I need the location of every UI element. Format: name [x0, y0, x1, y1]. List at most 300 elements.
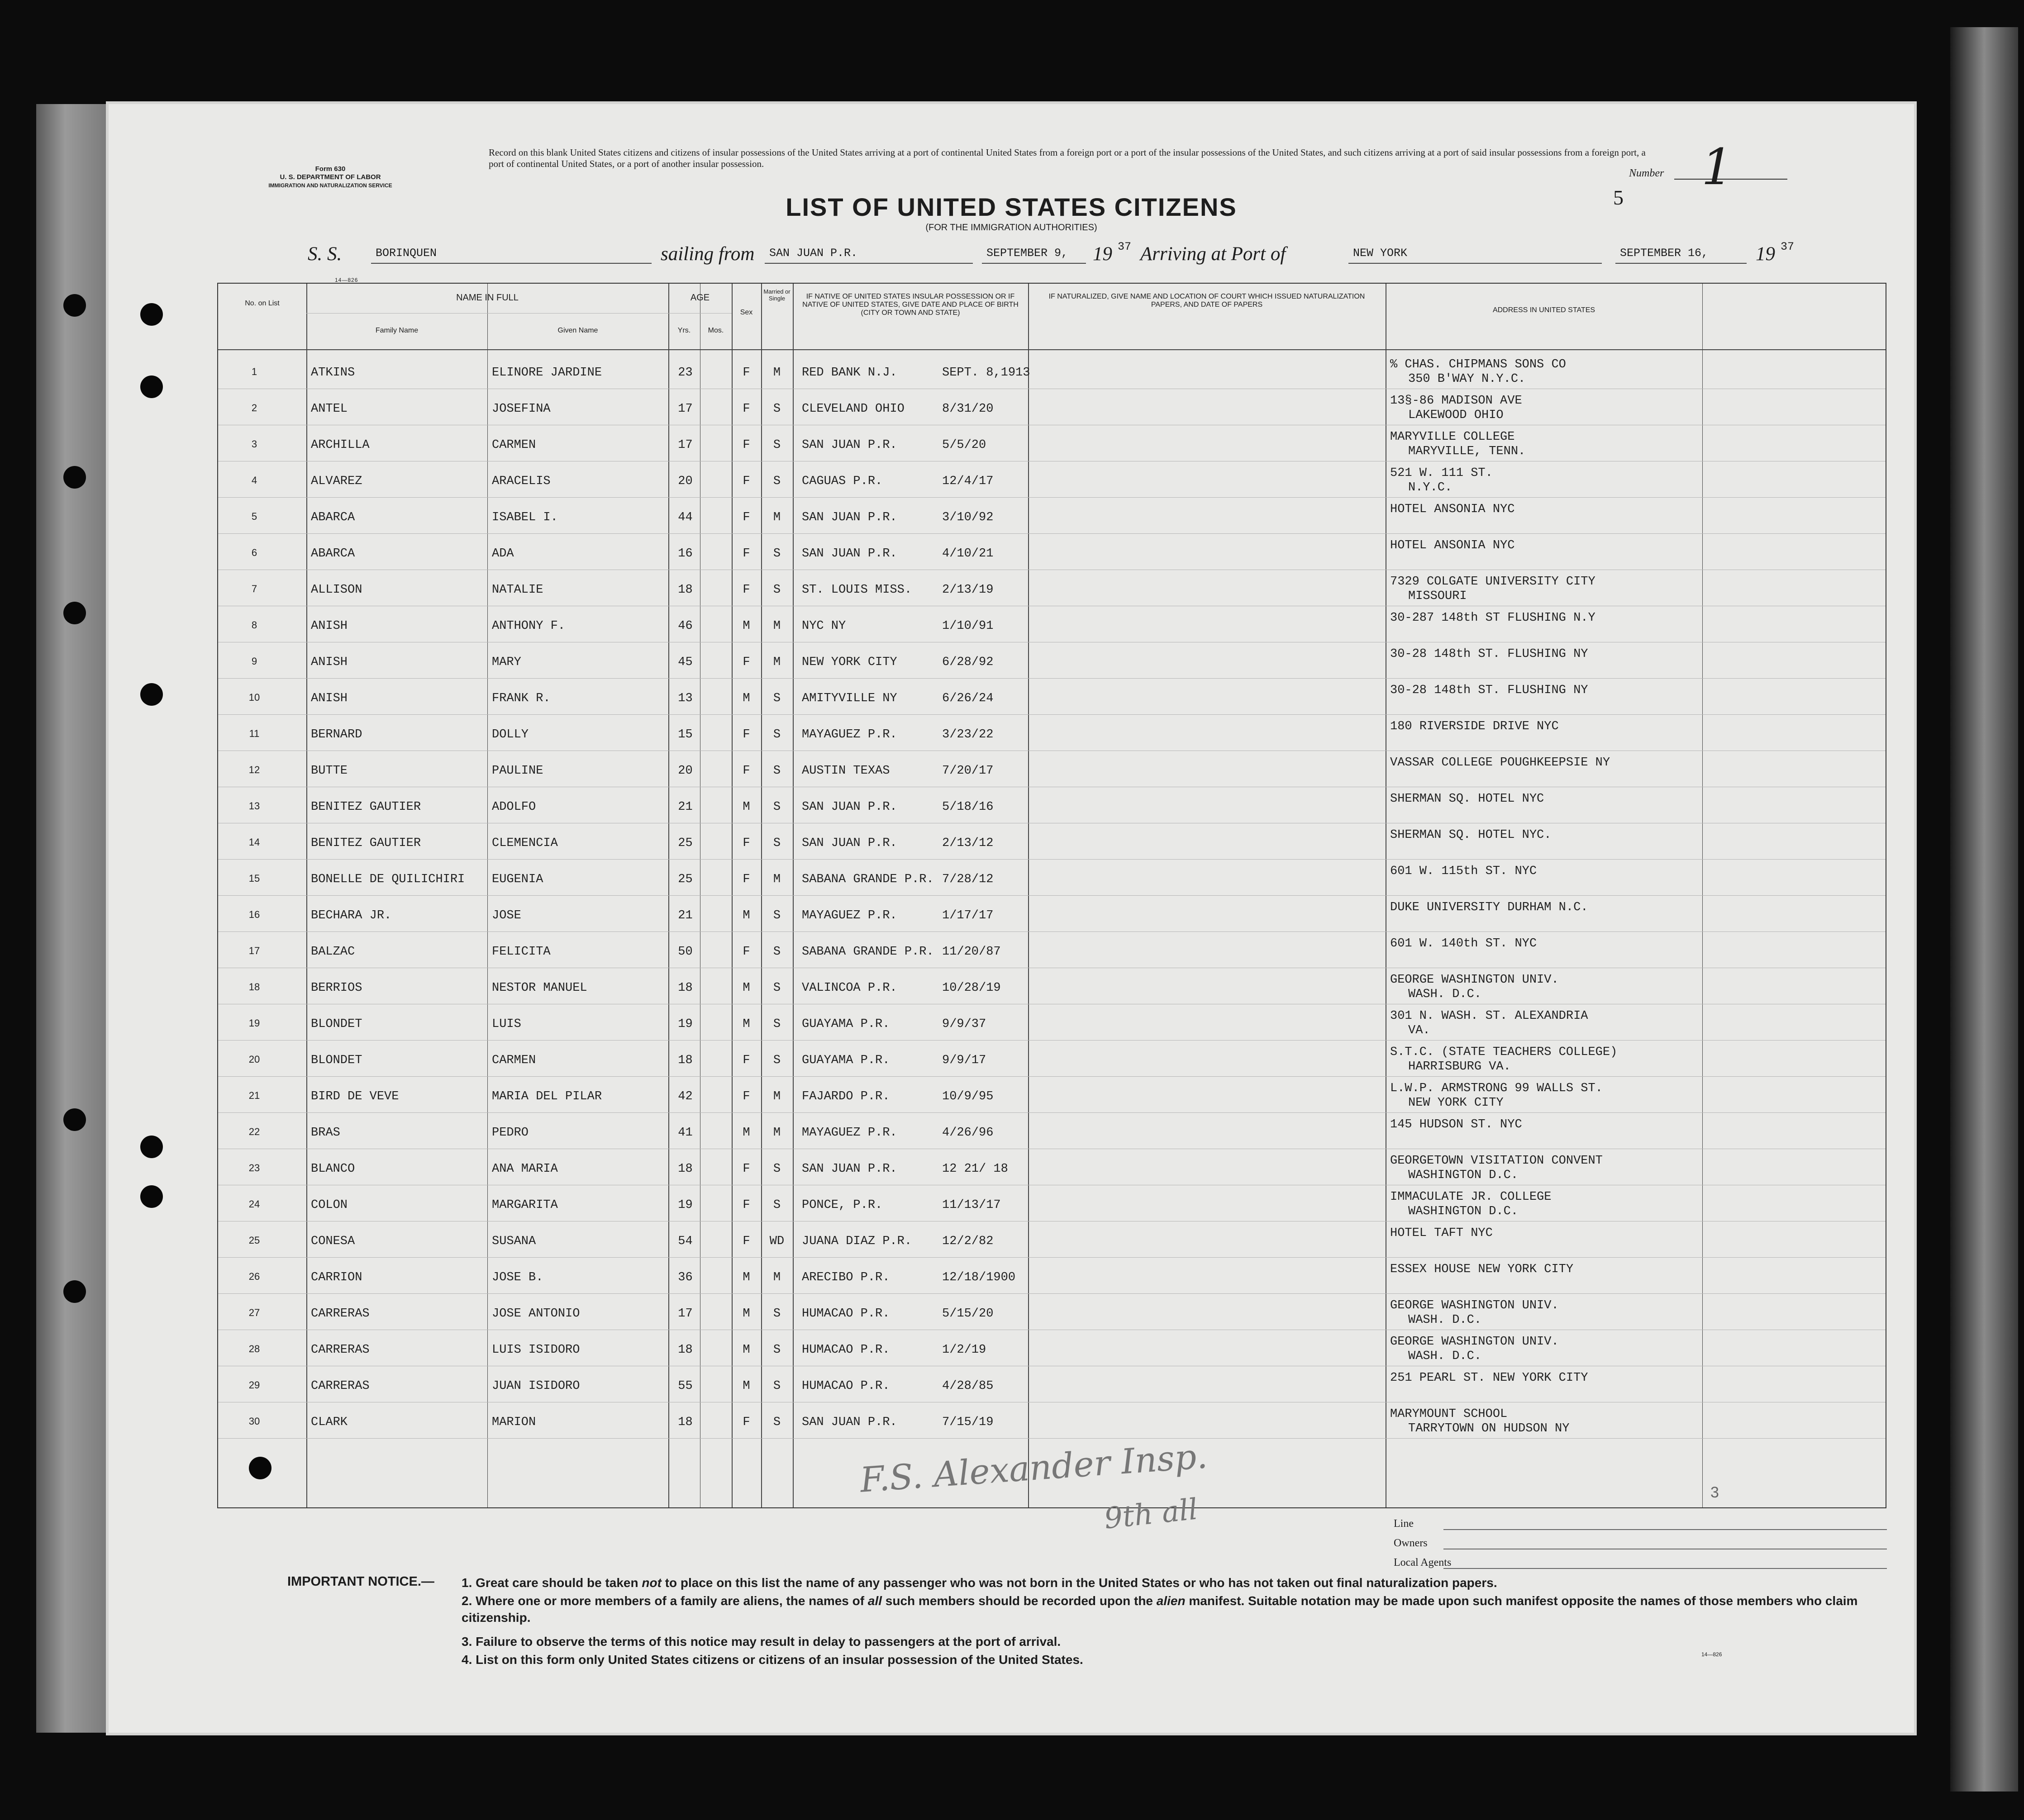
address-line-2: MISSOURI [1408, 589, 1467, 603]
notice-item-3 [462, 1633, 1887, 1650]
handwritten-note: 9th all [1102, 1492, 1200, 1536]
birth-place: SAN JUAN P.R. [802, 438, 897, 452]
row-divider [218, 1040, 1886, 1041]
notice-item-1 [462, 1574, 1887, 1591]
age-years: 46 [678, 619, 693, 633]
address-line-1: 301 N. WASH. ST. ALEXANDRIA [1390, 1009, 1588, 1023]
birth-place: MAYAGUEZ P.R. [802, 728, 897, 741]
birth-date: 3/23/22 [942, 728, 994, 741]
row-number: 24 [248, 1198, 260, 1210]
number-value: 1 [1701, 138, 1733, 196]
punch-hole [140, 1185, 163, 1208]
birth-place: SAN JUAN P.R. [802, 1162, 897, 1176]
row-number: 19 [248, 1017, 260, 1029]
punch-hole [140, 683, 163, 706]
birth-place: SABANA GRANDE P.R. [802, 945, 934, 959]
notice-title: IMPORTANT NOTICE.— [287, 1574, 434, 1589]
header-birth: IF NATIVE OF UNITED STATES INSULAR POSSESSION OR IF NATIVE OF UNITED STATES, GIVE DATE AND PLACE OF BIRTH (CITY OR TOWN AND STATE) [802, 293, 1019, 317]
row-number: 28 [248, 1343, 260, 1354]
marital-status: S [773, 1017, 781, 1031]
row-divider [218, 678, 1886, 679]
marital-status: S [773, 1379, 781, 1393]
header-mos: Mos. [708, 327, 724, 334]
departure-year: 37 [1118, 240, 1132, 253]
family-name: ARCHILLA [311, 438, 370, 452]
row-number: 10 [248, 692, 260, 703]
owners-label: Owners [1394, 1537, 1428, 1549]
row-number: 29 [248, 1379, 260, 1391]
given-name: CARMEN [492, 1054, 536, 1067]
family-name: CARRION [311, 1271, 362, 1284]
age-years: 55 [678, 1379, 693, 1393]
birth-place: NYC NY [802, 619, 846, 633]
arrival-date-underline [1615, 263, 1747, 264]
family-name: ANISH [311, 692, 348, 705]
age-years: 16 [678, 547, 693, 561]
address-line-1: 30-28 148th ST. FLUSHING NY [1390, 647, 1588, 661]
age-years: 13 [678, 692, 693, 705]
birth-date: 4/10/21 [942, 547, 994, 561]
address-line-1: HOTEL TAFT NYC [1390, 1226, 1493, 1240]
notice-text: such members should be recorded upon the [882, 1594, 1157, 1608]
address-line-1: 13§-86 MADISON AVE [1390, 394, 1522, 408]
row-number: 30 [248, 1416, 260, 1427]
departure-port: SAN JUAN P.R. [769, 247, 858, 260]
row-number: 1 [251, 366, 257, 377]
given-name: MARY [492, 656, 521, 669]
page-mark: 3 [1710, 1484, 1719, 1501]
row-number: 14 [248, 836, 260, 848]
sex: M [743, 1271, 750, 1284]
given-name: LUIS ISIDORO [492, 1343, 580, 1357]
given-name: PAULINE [492, 764, 543, 778]
birth-date: 7/28/12 [942, 873, 994, 886]
line-underline [1443, 1529, 1887, 1530]
page-title: LIST OF UNITED STATES CITIZENS [786, 193, 1237, 221]
notice-number: 4. [462, 1653, 472, 1667]
arrival-underline [1348, 263, 1602, 264]
marital-status: M [773, 1271, 781, 1284]
birth-date: 7/20/17 [942, 764, 994, 778]
given-name: CLEMENCIA [492, 836, 558, 850]
age-years: 44 [678, 511, 693, 524]
form-identifier [244, 165, 416, 190]
address-line-1: 145 HUDSON ST. NYC [1390, 1118, 1522, 1131]
sex: F [743, 475, 750, 488]
sex: F [743, 873, 750, 886]
birth-date: 12/4/17 [942, 475, 994, 488]
birth-place: GUAYAMA P.R. [802, 1017, 890, 1031]
address-line-1: GEORGE WASHINGTON UNIV. [1390, 1299, 1559, 1312]
marital-status: S [773, 728, 781, 741]
birth-place: SAN JUAN P.R. [802, 800, 897, 814]
subheader-divider [306, 313, 668, 314]
birth-place: AMITYVILLE NY [802, 692, 897, 705]
row-number: 23 [248, 1162, 260, 1174]
birth-place: JUANA DIAZ P.R. [802, 1235, 912, 1248]
row-number: 27 [248, 1307, 260, 1318]
header-family: Family Name [375, 327, 419, 334]
marital-status: M [773, 1090, 781, 1103]
header-name: NAME IN FULL [456, 293, 519, 303]
sex: F [743, 656, 750, 669]
given-name: SUSANA [492, 1235, 536, 1248]
row-number: 25 [248, 1235, 260, 1246]
marital-status: M [773, 656, 781, 669]
birth-date: 5/5/20 [942, 438, 986, 452]
birth-date: 2/13/12 [942, 836, 994, 850]
birth-date: 3/10/92 [942, 511, 994, 524]
birth-date: 1/2/19 [942, 1343, 986, 1357]
sex: F [743, 366, 750, 380]
address-line-1: GEORGETOWN VISITATION CONVENT [1390, 1154, 1603, 1168]
age-years: 18 [678, 981, 693, 995]
punch-hole [140, 1136, 163, 1158]
date-underline [982, 263, 1086, 264]
punch-hole [63, 1280, 86, 1303]
marital-status: S [773, 692, 781, 705]
sex: M [743, 1126, 750, 1140]
birth-date: 12/18/1900 [942, 1271, 1016, 1284]
punch-hole [63, 294, 86, 317]
printer-code: 14—826 [335, 277, 358, 283]
address-line-2: N.Y.C. [1408, 481, 1453, 494]
binding-strip [36, 104, 109, 1733]
family-name: BONELLE DE QUILICHIRI [311, 873, 465, 886]
marital-status: S [773, 800, 781, 814]
birth-date: 5/18/16 [942, 800, 994, 814]
given-name: FELICITA [492, 945, 551, 959]
row-number: 6 [251, 547, 257, 558]
marital-status: M [773, 619, 781, 633]
given-name: FRANK R. [492, 692, 551, 705]
age-years: 21 [678, 800, 693, 814]
arrival-year: 37 [1781, 240, 1795, 253]
sex: F [743, 945, 750, 959]
marital-status: S [773, 1162, 781, 1176]
birth-place: PONCE, P.R. [802, 1198, 883, 1212]
family-name: BLONDET [311, 1017, 362, 1031]
departure-underline [765, 263, 973, 264]
address-line-2: WASHINGTON D.C. [1408, 1205, 1519, 1218]
marital-status: M [773, 1126, 781, 1140]
agents-underline [1443, 1568, 1887, 1569]
row-number: 17 [248, 945, 260, 956]
form-number: Form 630 [315, 165, 346, 173]
family-name: BENITEZ GAUTIER [311, 800, 421, 814]
row-number: 15 [248, 873, 260, 884]
age-years: 54 [678, 1235, 693, 1248]
address-line-1: HOTEL ANSONIA NYC [1390, 539, 1515, 552]
row-number: 4 [251, 475, 257, 486]
age-years: 45 [678, 656, 693, 669]
sex: F [743, 547, 750, 561]
notice-text: manifest. Suitable notation may be made upon such manifest opposite the names of those members who claim citizenship. [462, 1594, 1858, 1625]
family-name: BERRIOS [311, 981, 362, 995]
birth-place: MAYAGUEZ P.R. [802, 909, 897, 922]
birth-date: 10/9/95 [942, 1090, 994, 1103]
row-number: 22 [248, 1126, 260, 1137]
age-years: 18 [678, 1162, 693, 1176]
address-line-1: 521 W. 111 ST. [1390, 466, 1493, 480]
birth-date: 11/20/87 [942, 945, 1001, 959]
age-years: 42 [678, 1090, 693, 1103]
sailing-from-label: sailing from [661, 243, 755, 265]
sex: M [743, 1343, 750, 1357]
row-number: 20 [248, 1054, 260, 1065]
address-line-2: TARRYTOWN ON HUDSON NY [1408, 1422, 1570, 1435]
age-years: 25 [678, 836, 693, 850]
marital-status: S [773, 438, 781, 452]
voyage-line [308, 242, 1873, 269]
age-years: 23 [678, 366, 693, 380]
given-name: ANTHONY F. [492, 619, 566, 633]
row-divider [218, 895, 1886, 896]
ss-label: S. S. [308, 243, 342, 265]
birth-date: 6/28/92 [942, 656, 994, 669]
birth-place: MAYAGUEZ P.R. [802, 1126, 897, 1140]
age-years: 17 [678, 1307, 693, 1321]
family-name: BECHARA JR. [311, 909, 392, 922]
given-name: ISABEL I. [492, 511, 558, 524]
birth-date: 1/10/91 [942, 619, 994, 633]
sex: F [743, 511, 750, 524]
marital-status: S [773, 1416, 781, 1429]
header-no: No. on List [245, 299, 280, 307]
family-name: ANISH [311, 619, 348, 633]
marital-status: S [773, 836, 781, 850]
family-name: BRAS [311, 1126, 340, 1140]
notice-text: Where one or more members of a family are aliens, the names of [476, 1594, 868, 1608]
given-name: EUGENIA [492, 873, 543, 886]
address-line-1: 180 RIVERSIDE DRIVE NYC [1390, 720, 1559, 733]
header-divider [218, 349, 1886, 350]
sex: F [743, 836, 750, 850]
sex: M [743, 1379, 750, 1393]
department-name: U. S. DEPARTMENT OF LABOR [280, 173, 381, 181]
header-yrs: Yrs. [677, 327, 691, 334]
row-divider [218, 1293, 1886, 1294]
age-years: 18 [678, 583, 693, 597]
arrival-port: NEW YORK [1353, 247, 1408, 260]
family-name: ALLISON [311, 583, 362, 597]
sex: M [743, 909, 750, 922]
given-name: ADOLFO [492, 800, 536, 814]
family-name: BLANCO [311, 1162, 355, 1176]
birth-place: ST. LOUIS MISS. [802, 583, 912, 597]
birth-place: CLEVELAND OHIO [802, 402, 905, 416]
age-years: 36 [678, 1271, 693, 1284]
birth-date: 12 21/ 18 [942, 1162, 1008, 1176]
birth-place: ARECIBO P.R. [802, 1271, 890, 1284]
address-line-1: ESSEX HOUSE NEW YORK CITY [1390, 1263, 1574, 1276]
birth-date: 10/28/19 [942, 981, 1001, 995]
birth-date: 9/9/37 [942, 1017, 986, 1031]
family-name: ABARCA [311, 547, 355, 561]
marital-status: WD [769, 1235, 785, 1248]
family-name: BIRD DE VEVE [311, 1090, 399, 1103]
birth-date: 4/28/85 [942, 1379, 994, 1393]
age-years: 17 [678, 402, 693, 416]
age-years: 20 [678, 764, 693, 778]
given-name: CARMEN [492, 438, 536, 452]
sex: M [743, 981, 750, 995]
agents-label: Local Agents [1394, 1557, 1452, 1568]
address-line-1: MARYMOUNT SCHOOL [1390, 1407, 1508, 1421]
address-line-1: IMMACULATE JR. COLLEGE [1390, 1190, 1552, 1204]
age-years: 19 [678, 1017, 693, 1031]
age-years: 18 [678, 1054, 693, 1067]
ship-underline [371, 263, 652, 264]
row-number: 12 [248, 764, 260, 775]
age-years: 20 [678, 475, 693, 488]
row-divider [218, 714, 1886, 715]
family-name: ATKINS [311, 366, 355, 380]
sex: M [743, 619, 750, 633]
sex: F [743, 1162, 750, 1176]
row-number: 13 [248, 800, 260, 812]
birth-place: GUAYAMA P.R. [802, 1054, 890, 1067]
marital-status: S [773, 1343, 781, 1357]
marital-status: M [773, 366, 781, 380]
birth-date: 8/31/20 [942, 402, 994, 416]
given-name: ADA [492, 547, 514, 561]
age-years: 18 [678, 1416, 693, 1429]
row-number: 18 [248, 981, 260, 993]
family-name: BERNARD [311, 728, 362, 741]
row-divider [218, 1438, 1886, 1439]
sex: F [743, 1090, 750, 1103]
birth-place: SAN JUAN P.R. [802, 1416, 897, 1429]
birth-place: CAGUAS P.R. [802, 475, 883, 488]
given-name: MARIA DEL PILAR [492, 1090, 602, 1103]
birth-place: HUMACAO P.R. [802, 1343, 890, 1357]
sex: F [743, 1416, 750, 1429]
punch-hole [249, 1457, 271, 1479]
row-divider [218, 1112, 1886, 1113]
subheader-divider [668, 313, 732, 314]
address-line-1: VASSAR COLLEGE POUGHKEEPSIE NY [1390, 756, 1610, 770]
address-line-2: VA. [1408, 1024, 1430, 1037]
marital-status: S [773, 583, 781, 597]
ship-name: BORINQUEN [376, 247, 437, 260]
sex: M [743, 1307, 750, 1321]
age-years: 17 [678, 438, 693, 452]
birth-date: 6/26/24 [942, 692, 994, 705]
notice-text: to place on this list the name of any passenger who was not born in the United States or who has not taken out final naturalization papers. [661, 1576, 1497, 1590]
notice-emphasis: all [867, 1594, 882, 1608]
given-name: MARION [492, 1416, 536, 1429]
sheet-digit: 5 [1613, 186, 1624, 209]
row-divider [218, 1257, 1886, 1258]
given-name: JOSE B. [492, 1271, 543, 1284]
notice-emphasis: not [642, 1576, 662, 1590]
given-name: JOSEFINA [492, 402, 551, 416]
punch-hole [63, 466, 86, 489]
address-line-1: SHERMAN SQ. HOTEL NYC [1390, 792, 1544, 806]
address-line-1: S.T.C. (STATE TEACHERS COLLEGE) [1390, 1045, 1618, 1059]
address-line-2: WASH. D.C. [1408, 1313, 1482, 1327]
header-address: ADDRESS IN UNITED STATES [1492, 306, 1595, 314]
age-years: 25 [678, 873, 693, 886]
age-years: 50 [678, 945, 693, 959]
notice-item-4 [462, 1651, 1887, 1668]
punch-hole [63, 1108, 86, 1131]
family-name: ANTEL [311, 402, 348, 416]
punch-hole [140, 375, 163, 398]
row-divider [218, 533, 1886, 534]
birth-date: 2/13/19 [942, 583, 994, 597]
marital-status: S [773, 1198, 781, 1212]
marital-status: S [773, 981, 781, 995]
birth-place: HUMACAO P.R. [802, 1379, 890, 1393]
marital-status: S [773, 909, 781, 922]
notice-text: Failure to observe the terms of this notice may result in delay to passengers at the port of arrival. [476, 1635, 1061, 1649]
row-number: 11 [249, 728, 260, 739]
birth-date: 9/9/17 [942, 1054, 986, 1067]
family-name: BENITEZ GAUTIER [311, 836, 421, 850]
row-divider [218, 1076, 1886, 1077]
punch-hole [63, 602, 86, 624]
address-line-1: 30-28 148th ST. FLUSHING NY [1390, 684, 1588, 697]
inspector-signature: F.S. Alexander Insp. [858, 1435, 1209, 1500]
address-line-2: WASH. D.C. [1408, 1350, 1482, 1363]
arrival-date: SEPTEMBER 16, [1620, 247, 1709, 260]
birth-date: 12/2/82 [942, 1235, 994, 1248]
sex: F [743, 1054, 750, 1067]
notice-number: 2. [462, 1594, 472, 1608]
punch-hole [140, 303, 163, 326]
sex: F [743, 728, 750, 741]
sex: F [743, 583, 750, 597]
sex: F [743, 1235, 750, 1248]
given-name: PEDRO [492, 1126, 529, 1140]
given-name: NESTOR MANUEL [492, 981, 587, 995]
birth-place: AUSTIN TEXAS [802, 764, 890, 778]
manifest-table [217, 283, 1886, 1508]
family-name: CARRERAS [311, 1307, 370, 1321]
row-number: 3 [251, 438, 257, 450]
header-age: AGE [690, 293, 710, 303]
birth-place: VALINCOA P.R. [802, 981, 897, 995]
address-line-1: SHERMAN SQ. HOTEL NYC. [1390, 828, 1552, 842]
line-label: Line [1394, 1518, 1414, 1530]
arriving-label: Arriving at Port of [1140, 243, 1286, 265]
marital-status: M [773, 511, 781, 524]
number-label: Number [1629, 167, 1664, 179]
age-years: 41 [678, 1126, 693, 1140]
birth-date: 5/15/20 [942, 1307, 994, 1321]
address-line-2: WASHINGTON D.C. [1408, 1169, 1519, 1182]
address-line-1: 30-287 148th ST FLUSHING N.Y [1390, 611, 1595, 625]
departure-date: SEPTEMBER 9, [986, 247, 1068, 260]
address-line-1: GEORGE WASHINGTON UNIV. [1390, 1335, 1559, 1349]
birth-place: RED BANK N.J. [802, 366, 897, 380]
marital-status: S [773, 1307, 781, 1321]
given-name: ARACELIS [492, 475, 551, 488]
family-name: BUTTE [311, 764, 348, 778]
notice-item-2 [462, 1592, 1887, 1626]
row-divider [218, 931, 1886, 932]
birth-place: SABANA GRANDE P.R. [802, 873, 934, 886]
birth-date: 1/17/17 [942, 909, 994, 922]
intro-text: Record on this blank United States citizens and citizens of insular possessions of the United States arriving at a port of continental United States from a foreign port or a port of the insular possessions of the United States, and such citizens arriving at a port of said insular possessions from a foreign port, a port of continental United States, or a port of another insular possession. [489, 147, 1646, 169]
row-divider [218, 859, 1886, 860]
address-line-1: 601 W. 115th ST. NYC [1390, 865, 1537, 878]
birth-place: NEW YORK CITY [802, 656, 897, 669]
birth-place: SAN JUAN P.R. [802, 836, 897, 850]
family-name: ALVAREZ [311, 475, 362, 488]
